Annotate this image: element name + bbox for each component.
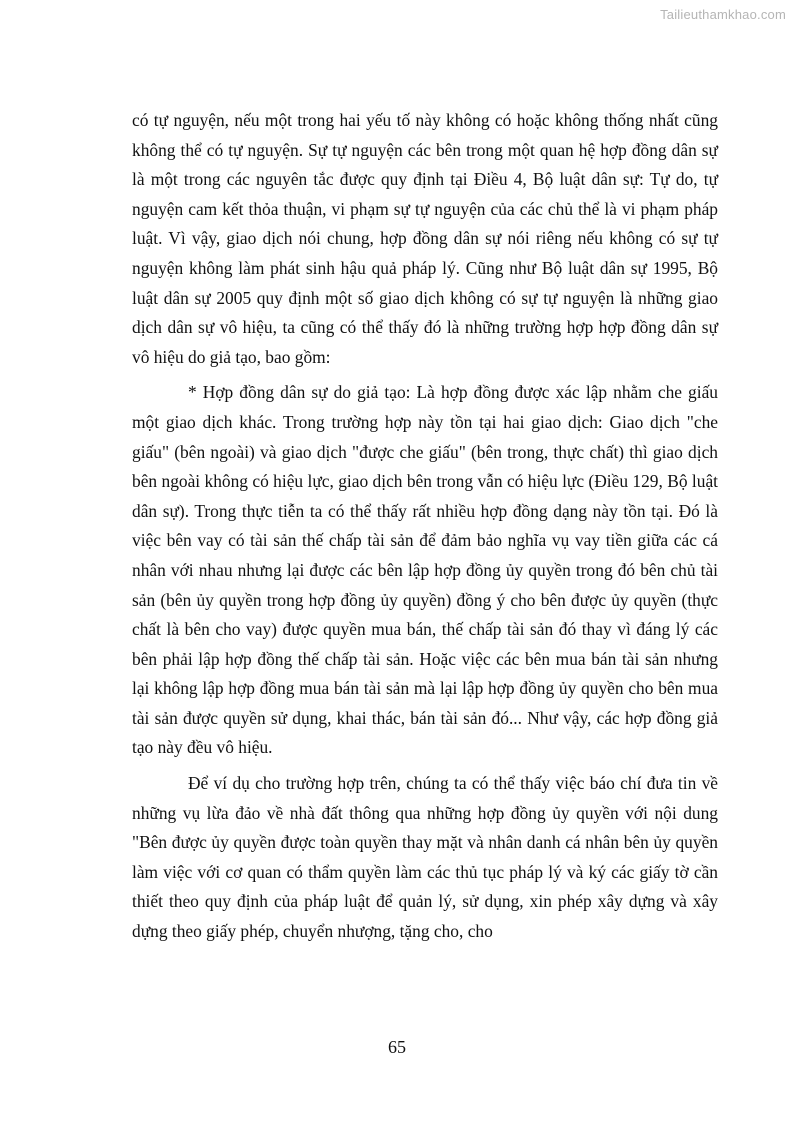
watermark: Tailieuthamkhao.com [660, 7, 786, 22]
paragraph-1: có tự nguyện, nếu một trong hai yếu tố này không có hoặc không thống nhất cũng không thể có tự nguyện. Sự tự nguyện các bên trong một quan hệ hợp đồng dân sự là một trong các nguyên tắc được quy định tại Điều 4, Bộ luật dân sự: Tự do, tự nguyện cam kết thỏa thuận, vi phạm sự tự nguyện của các chủ thể là vi phạm pháp luật. Vì vậy, giao dịch nói chung, hợp đồng dân sự nói riêng nếu không có sự tự nguyện không làm phát sinh hậu quả pháp lý. Cũng như Bộ luật dân sự 1995, Bộ luật dân sự 2005 quy định một số giao dịch không có sự tự nguyện là những giao dịch dân sự vô hiệu, ta cũng có thể thấy đó là những trường hợp hợp đồng dân sự vô hiệu do giả tạo, bao gồm: [132, 110, 718, 367]
paragraph-2: * Hợp đồng dân sự do giả tạo: Là hợp đồng được xác lập nhằm che giấu một giao dịch khác. Trong trường hợp này tồn tại hai giao dịch: Giao dịch "che giấu" (bên ngoài) và giao dịch "được che giấu" (bên trong, thực chất) thì giao dịch bên ngoài không có hiệu lực, giao dịch bên trong vẫn có hiệu lực (Điều 129, Bộ luật dân sự). Trong thực tiễn ta có thể thấy rất nhiều hợp đồng dạng này tồn tại. Đó là việc bên vay có tài sản thế chấp tài sản để đảm bảo nghĩa vụ vay tiền giữa các cá nhân với nhau nhưng lại được các bên lập hợp đồng ủy quyền trong đó bên chủ tài sản (bên ủy quyền trong hợp đồng ủy quyền) đồng ý cho bên được ủy quyền (thực chất là bên cho vay) được quyền mua bán, thế chấp tài sản đó thay vì đáng lý các bên phải lập hợp đồng thế chấp tài sản. Hoặc việc các bên mua bán tài sản nhưng lại không lập hợp đồng mua bán tài sản mà lại lập hợp đồng ủy quyền cho bên mua tài sản được quyền sử dụng, khai thác, bán tài sản đó... Như vậy, các hợp đồng giả tạo này đều vô hiệu. [132, 382, 718, 758]
document-body [132, 106, 718, 953]
paragraph-3: Để ví dụ cho trường hợp trên, chúng ta có thể thấy việc báo chí đưa tin về những vụ lừa đảo về nhà đất thông qua những hợp đồng ủy quyền với nội dung "Bên được ủy quyền được toàn quyền thay mặt và nhân danh cá nhân bên ủy quyền làm việc với cơ quan có thẩm quyền làm các thủ tục pháp lý và ký các giấy tờ cần thiết theo quy định của pháp luật để quản lý, sử dụng, xin phép xây dựng và xây dựng theo giấy phép, chuyển nhượng, tặng cho, cho [132, 773, 718, 942]
page-number: 65 [388, 1037, 406, 1057]
